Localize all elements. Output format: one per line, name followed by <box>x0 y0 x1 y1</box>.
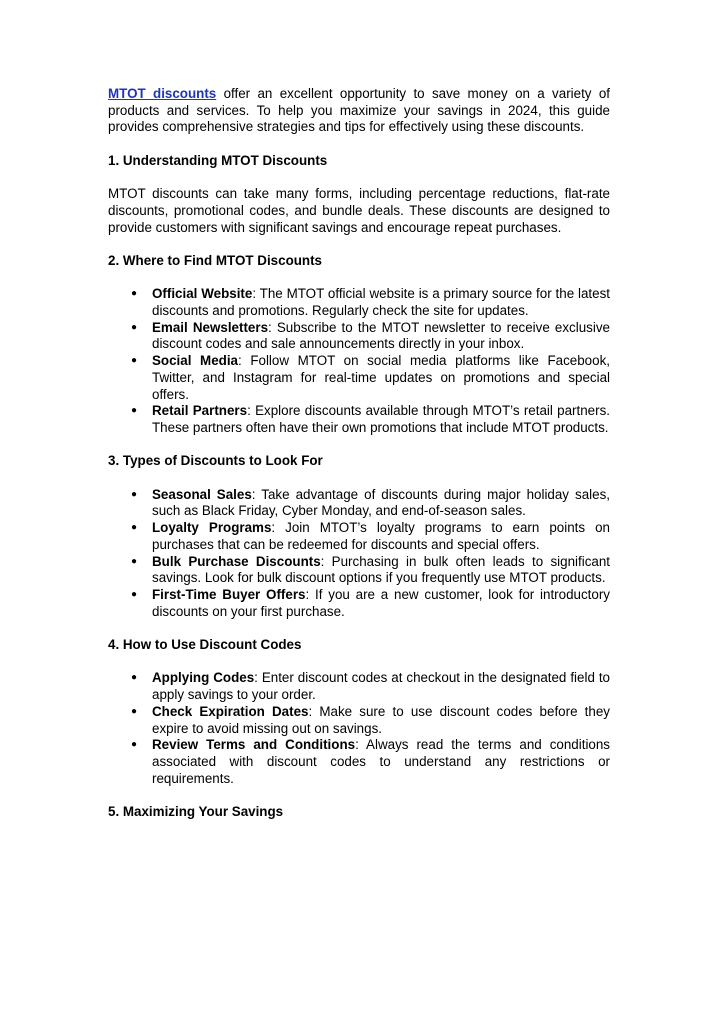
intro-text: offer an excellent opportunity to save money on a variety of products and services. To help you maximize your savings in 2024, this guide provides comprehensive strategies and tips for effectively using these discounts. <box>108 86 610 135</box>
list-item <box>131 486 610 520</box>
section-paragraph-understanding: MTOT discounts can take many forms, including percentage reductions, flat-rate discounts, promotional codes, and bundle deals. These discounts are designed to provide customers with significant savings and encourage repeat purchases. <box>108 186 610 235</box>
section-heading-maximizing: 5. Maximizing Your Savings <box>108 804 284 820</box>
list-item-term: Review Terms and Conditions <box>152 737 356 753</box>
bullet-icon: ● <box>131 355 138 367</box>
list-item-term: Loyalty Programs <box>152 520 272 536</box>
list-item-term: Official Website <box>152 286 253 302</box>
bullet-icon: ● <box>131 739 138 751</box>
list-item-term: Retail Partners <box>152 403 248 419</box>
bullet-icon: ● <box>131 488 138 500</box>
bullet-icon: ● <box>131 522 138 534</box>
list-item <box>131 286 610 319</box>
bullet-icon: ● <box>131 405 138 417</box>
list-item-text: : Subscribe to the MTOT newsletter to receive exclusive discount codes and sale announcements directly in your inbox. <box>152 319 610 352</box>
list-item <box>131 319 610 353</box>
list-item-text: : Explore discounts available through MTOT’s retail partners. These partners often have their own promotions that include MTOT products. <box>152 403 610 435</box>
list-item-text: : Take advantage of discounts during major holiday sales, such as Black Friday, Cyber Monday, and end-of-season sales. <box>152 486 610 519</box>
list-item-term: Bulk Purchase Discounts <box>152 553 321 569</box>
list-item-text: : If you are a new customer, look for introductory discounts on your first purchase. <box>152 587 610 619</box>
list-item <box>131 353 610 403</box>
mtot-discounts-link[interactable]: MTOT discounts <box>108 86 217 101</box>
list-item-text: : Make sure to use discount codes before they expire to avoid missing out on savings. <box>152 703 610 736</box>
section-heading-how-to-use: 4. How to Use Discount Codes <box>108 637 302 653</box>
section-heading-where-to-find: 2. Where to Find MTOT Discounts <box>108 252 323 268</box>
bullet-icon: ● <box>131 321 138 333</box>
list-item-term: Social Media <box>152 353 238 369</box>
list-item-term: Check Expiration Dates <box>152 703 309 719</box>
list-item-term: Applying Codes <box>152 670 255 686</box>
bullet-icon: ● <box>131 288 138 300</box>
bullet-icon: ● <box>131 589 138 600</box>
list-item-text: : Always read the terms and conditions associated with discount codes to understand any restrictions or requirements. <box>152 737 611 786</box>
list-item-term: First-Time Buyer Offers <box>152 587 306 602</box>
list-item <box>131 670 611 703</box>
list-item <box>131 703 610 737</box>
section-heading-types: 3. Types of Discounts to Look For <box>108 453 323 469</box>
section-heading-understanding: 1. Understanding MTOT Discounts <box>108 152 328 168</box>
list-item <box>131 737 611 787</box>
list-item-text: : The MTOT official website is a primary source for the latest discounts and promotions. Regularly check the site for updates. <box>152 286 610 319</box>
list-item-text: : Purchasing in bulk often leads to significant savings. Look for bulk discount options if you frequently use MTOT products. <box>152 553 611 586</box>
bullet-icon: ● <box>131 705 138 717</box>
list-item <box>131 520 610 553</box>
list-how-to-use <box>108 670 610 787</box>
list-item-text: : Join MTOT’s loyalty programs to earn points on purchases that can be redeemed for discounts and special offers. <box>152 520 610 552</box>
list-where-to-find <box>108 286 610 436</box>
list-item <box>131 403 610 436</box>
bullet-icon: ● <box>131 672 138 684</box>
list-item-text: : Enter discount codes at checkout in the designated field to apply savings to your order. <box>152 670 611 703</box>
list-item <box>131 587 610 620</box>
bullet-icon: ● <box>131 555 138 567</box>
document-page <box>108 86 610 837</box>
intro-paragraph <box>108 86 610 136</box>
list-item-term: Email Newsletters <box>152 319 269 335</box>
list-types <box>108 487 610 621</box>
list-item-term: Seasonal Sales <box>152 486 252 502</box>
list-item <box>131 553 611 587</box>
list-item-text: : Follow MTOT on social media platforms like Facebook, Twitter, and Instagram for real-time updates on promotions and special offers. <box>152 353 610 402</box>
